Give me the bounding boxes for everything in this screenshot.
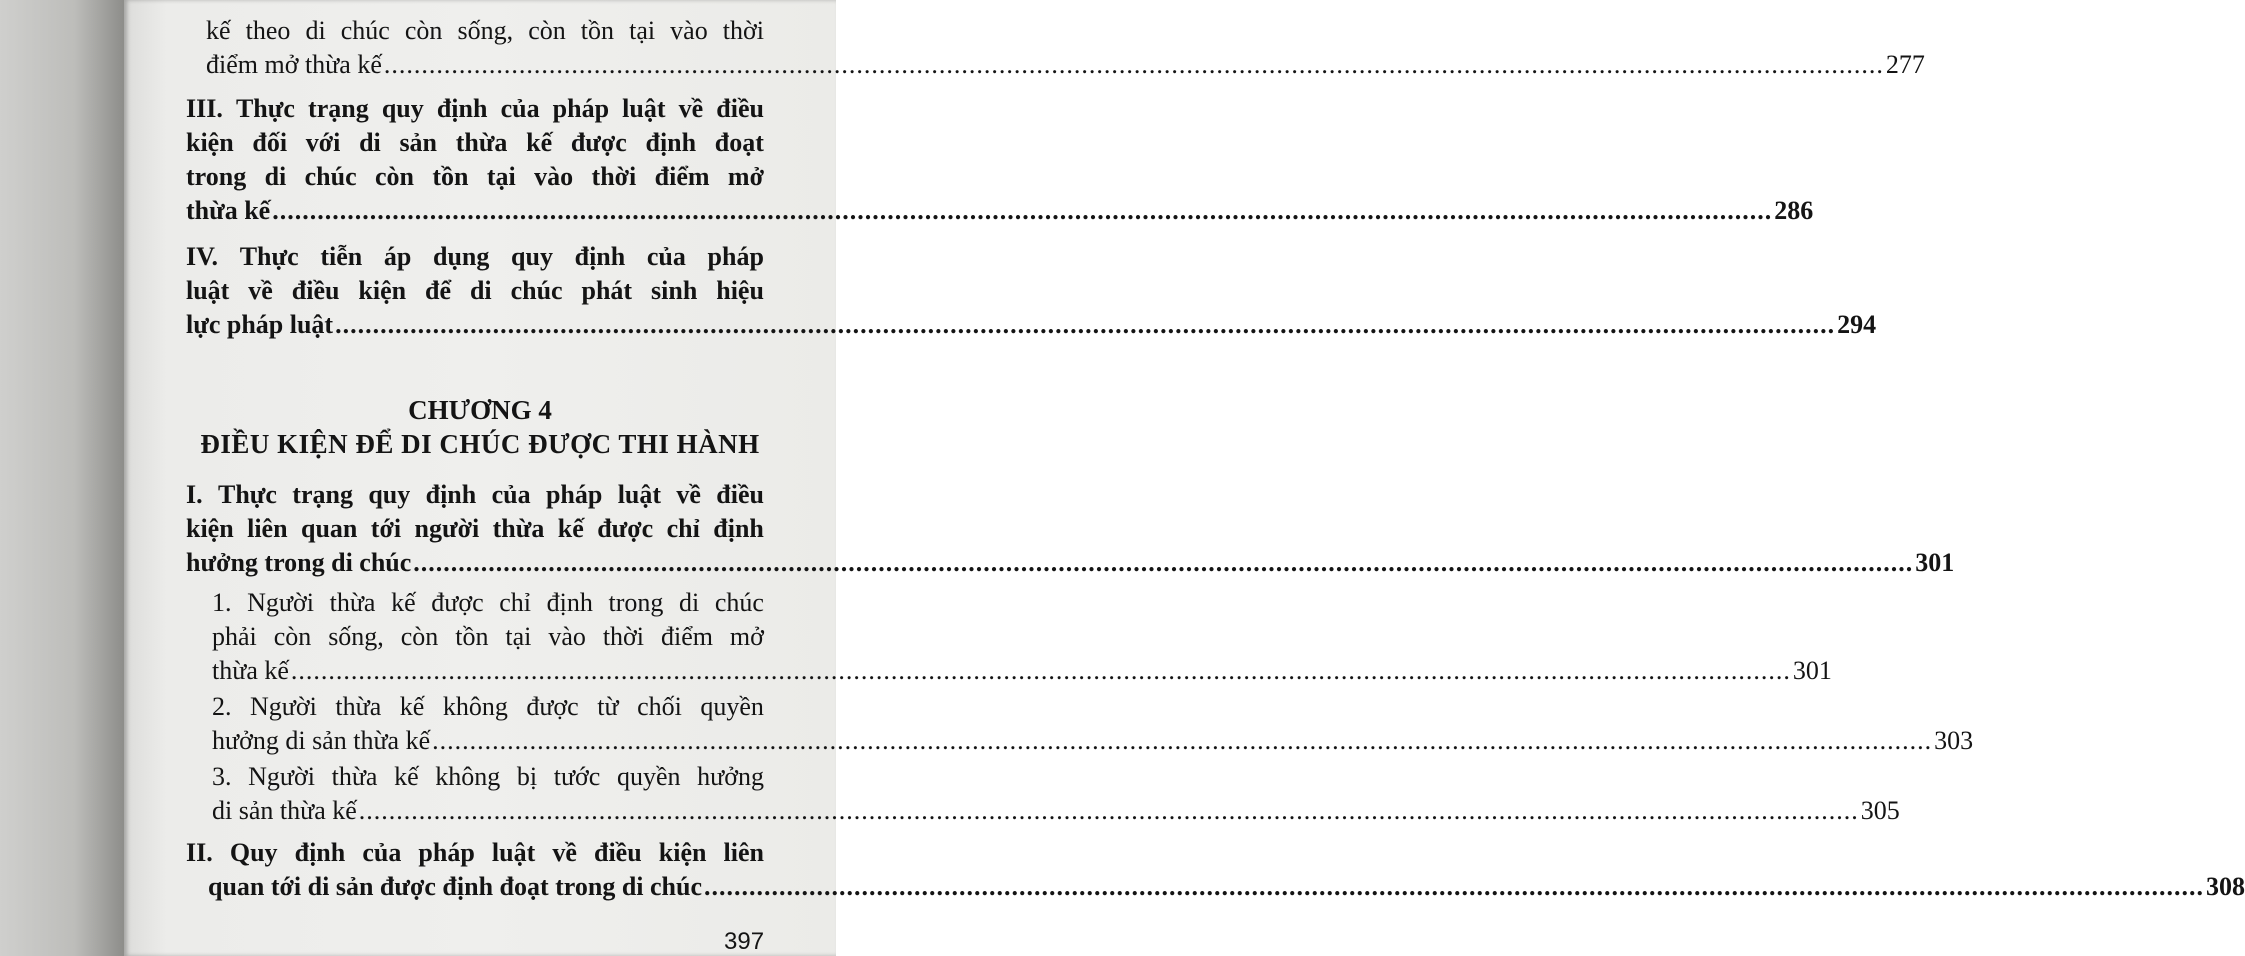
word: 2.	[212, 692, 232, 721]
word: luật	[491, 838, 536, 867]
toc-entry-leader-line	[186, 308, 1877, 342]
word: áp	[383, 242, 412, 271]
toc-page-ref: 294	[1837, 310, 1877, 339]
toc-entry-line	[212, 760, 764, 794]
toc-entry-text: di sản thừa kế	[212, 796, 357, 825]
word: tiễn	[320, 242, 363, 271]
word: trong	[608, 588, 664, 617]
toc-entry-leader-line	[212, 724, 1974, 758]
toc-entry-leader-line	[186, 546, 1955, 580]
word: thừa	[335, 692, 382, 721]
toc-entry-line	[186, 274, 764, 308]
word: di	[359, 128, 381, 157]
word: sinh	[651, 276, 698, 305]
dot-leader: ........................................................................................................................................................................................................	[358, 796, 1859, 825]
word: điểm	[660, 622, 713, 651]
word: kiện	[658, 838, 707, 867]
word: pháp	[707, 242, 764, 271]
word: điều	[593, 838, 642, 867]
word: vào	[548, 622, 586, 651]
word: pháp	[545, 480, 603, 509]
word: với	[305, 128, 341, 157]
word: trạng	[292, 480, 353, 509]
toc-entry-line	[186, 512, 764, 546]
word: tại	[629, 16, 656, 45]
word: của	[500, 94, 540, 123]
word: chỉ	[499, 588, 532, 617]
word: chúc	[340, 16, 390, 45]
dot-leader: ........................................................................................................................................................................................................	[432, 726, 1933, 755]
word: còn	[400, 622, 439, 651]
toc-entry-text: lực pháp luật	[186, 310, 334, 339]
word: kế	[206, 16, 231, 45]
toc-entry-line	[206, 14, 764, 48]
word: của	[491, 480, 531, 509]
toc-entry-text: hưởng trong di chúc	[186, 548, 412, 577]
word: kế	[526, 128, 553, 157]
word: trạng	[308, 94, 369, 123]
word: đối	[252, 128, 288, 157]
word: tại	[505, 622, 532, 651]
word: tồn	[455, 622, 489, 651]
word: tới	[370, 514, 402, 543]
word: vào	[670, 16, 708, 45]
word: di	[264, 162, 287, 191]
toc-entry-continued	[206, 14, 1925, 82]
toc-entry-subsection-1	[212, 586, 1832, 688]
word: kế	[399, 692, 425, 721]
word: còn	[404, 16, 443, 45]
word: IV.	[186, 242, 219, 271]
toc-entry-text: điểm mở thừa kế	[206, 50, 382, 79]
word: Thực	[235, 94, 295, 123]
word: tồn	[580, 16, 615, 45]
dot-leader: ........................................................................................................................................................................................................	[272, 196, 1773, 225]
word: để	[425, 276, 452, 305]
word: định	[645, 128, 697, 157]
word: di	[305, 16, 326, 45]
toc-page-ref: 305	[1860, 796, 1900, 825]
word: 3.	[212, 762, 232, 791]
toc-entry-section-ii	[186, 836, 2245, 904]
word: di	[679, 588, 700, 617]
toc-entry-line	[186, 160, 764, 194]
dot-leader: ........................................................................................................................................................................................................	[290, 656, 1791, 685]
word: người	[414, 514, 480, 543]
word: định	[546, 588, 593, 617]
word: điều	[291, 276, 340, 305]
word: của	[646, 242, 686, 271]
word: kế	[391, 588, 416, 617]
chapter-title: ĐIỀU KIỆN ĐỂ DI CHÚC ĐƯỢC THI HÀNH	[200, 429, 760, 459]
word: thời	[602, 622, 645, 651]
word: kiện	[186, 128, 234, 157]
word: thừa	[331, 762, 378, 791]
word: Người	[247, 588, 314, 617]
dot-leader: ........................................................................................................................................................................................................	[704, 872, 2205, 901]
word: thừa	[455, 128, 508, 157]
word: còn	[528, 16, 566, 45]
word: Thực	[239, 242, 299, 271]
word: Người	[250, 692, 317, 721]
word: vào	[534, 162, 574, 191]
word: quy	[368, 480, 411, 509]
word: phát	[581, 276, 633, 305]
word: đoạt	[714, 128, 764, 157]
word: định	[713, 514, 764, 543]
word: về	[676, 480, 701, 509]
word: không	[435, 762, 501, 791]
word: chúc	[510, 276, 563, 305]
word: định	[574, 242, 626, 271]
toc-entry-subsection-2	[212, 690, 1974, 758]
word: trong	[186, 162, 247, 191]
word: hiệu	[716, 276, 764, 305]
word: mở	[729, 622, 764, 651]
word: liên	[247, 514, 288, 543]
word: kiện	[186, 514, 234, 543]
word: pháp	[418, 838, 475, 867]
word: của	[362, 838, 402, 867]
toc-entry-text: thừa kế	[186, 196, 271, 225]
word: không	[442, 692, 508, 721]
word: pháp	[552, 94, 610, 123]
word: quy	[381, 94, 424, 123]
toc-entry-line	[212, 690, 764, 724]
word: phải	[212, 622, 257, 651]
word: về	[552, 838, 577, 867]
toc-entry-line	[186, 92, 764, 126]
word: hưởng	[697, 762, 764, 791]
toc-page-ref: 277	[1885, 50, 1925, 79]
word: theo	[245, 16, 291, 45]
word: điều	[716, 480, 764, 509]
word: điều	[716, 94, 764, 123]
word: được	[431, 588, 484, 617]
word: luật	[186, 276, 230, 305]
toc-entry-line	[212, 586, 764, 620]
toc-page-ref: 303	[1934, 726, 1974, 755]
word: định	[425, 480, 477, 509]
toc-entry-line	[212, 620, 764, 654]
book-page	[124, 0, 2245, 956]
word: quan	[300, 514, 358, 543]
word: 1.	[212, 588, 232, 617]
toc-page-ref: 286	[1774, 196, 1814, 225]
word: luật	[622, 94, 666, 123]
toc-entry-section-iii	[186, 92, 1814, 228]
word: bị	[516, 762, 538, 791]
toc-entry-leader-line	[186, 870, 2245, 904]
word: chúc	[714, 588, 764, 617]
word: được	[570, 128, 627, 157]
word: quyền	[700, 692, 764, 721]
toc-entry-line	[186, 478, 764, 512]
word: còn	[375, 162, 415, 191]
word: liên	[723, 838, 764, 867]
word: I.	[186, 480, 203, 509]
word: tồn	[432, 162, 469, 191]
toc-entry-text: quan tới di sản được định đoạt trong di chúc	[208, 872, 703, 901]
word: Thực	[217, 480, 277, 509]
word: về	[678, 94, 704, 123]
toc-page-ref: 301	[1915, 548, 1955, 577]
word: định	[294, 838, 346, 867]
word: quyền	[616, 762, 681, 791]
word: luật	[617, 480, 662, 509]
word: tước	[553, 762, 601, 791]
word: Người	[248, 762, 315, 791]
word: về	[248, 276, 273, 305]
word: di	[469, 276, 492, 305]
word: sản	[399, 128, 438, 157]
toc-entry-text: hưởng di sản thừa kế	[212, 726, 431, 755]
word: chúc	[304, 162, 357, 191]
word: thừa	[492, 514, 545, 543]
toc-entry-line	[186, 240, 764, 274]
toc-entry-leader-line	[186, 194, 1814, 228]
page-number: 397	[724, 928, 765, 955]
word: được	[597, 514, 654, 543]
word: sống,	[328, 622, 384, 651]
toc-entry-subsection-3	[212, 760, 1900, 828]
word: sống,	[457, 16, 514, 45]
book-gutter-shadow	[0, 0, 124, 956]
word: thời	[591, 162, 637, 191]
toc-entry-text: thừa kế	[212, 656, 289, 685]
word: dụng	[432, 242, 490, 271]
word: chỉ	[666, 514, 700, 543]
word: III.	[186, 94, 223, 123]
word: định	[436, 94, 488, 123]
word: kiện	[358, 276, 407, 305]
word: II.	[186, 838, 213, 867]
word: điểm	[654, 162, 710, 191]
toc-entry-section-i	[186, 478, 1955, 580]
word: từ	[597, 692, 619, 721]
word: kế	[557, 514, 584, 543]
word: được	[526, 692, 579, 721]
toc-entry-leader-line	[212, 794, 1900, 828]
toc-page-ref: 301	[1792, 656, 1832, 685]
toc-page-ref: 308	[2206, 872, 2245, 901]
word: mở	[727, 162, 764, 191]
word: kế	[394, 762, 419, 791]
chapter-number: CHƯƠNG 4	[408, 395, 552, 425]
word: tại	[486, 162, 516, 191]
toc-entry-section-iv	[186, 240, 1877, 342]
dot-leader: ........................................................................................................................................................................................................	[383, 50, 1884, 79]
toc-entry-line	[186, 836, 764, 870]
toc-entry-line	[186, 126, 764, 160]
word: thời	[722, 16, 764, 45]
word: quy	[511, 242, 553, 271]
dot-leader: ........................................................................................................................................................................................................	[413, 548, 1914, 577]
toc-entry-leader-line	[212, 654, 1832, 688]
dot-leader: ........................................................................................................................................................................................................	[335, 310, 1836, 339]
word: chối	[637, 692, 682, 721]
word: thừa	[329, 588, 376, 617]
toc-entry-leader-line	[206, 48, 1925, 82]
word: còn	[273, 622, 312, 651]
word: Quy	[229, 838, 278, 867]
